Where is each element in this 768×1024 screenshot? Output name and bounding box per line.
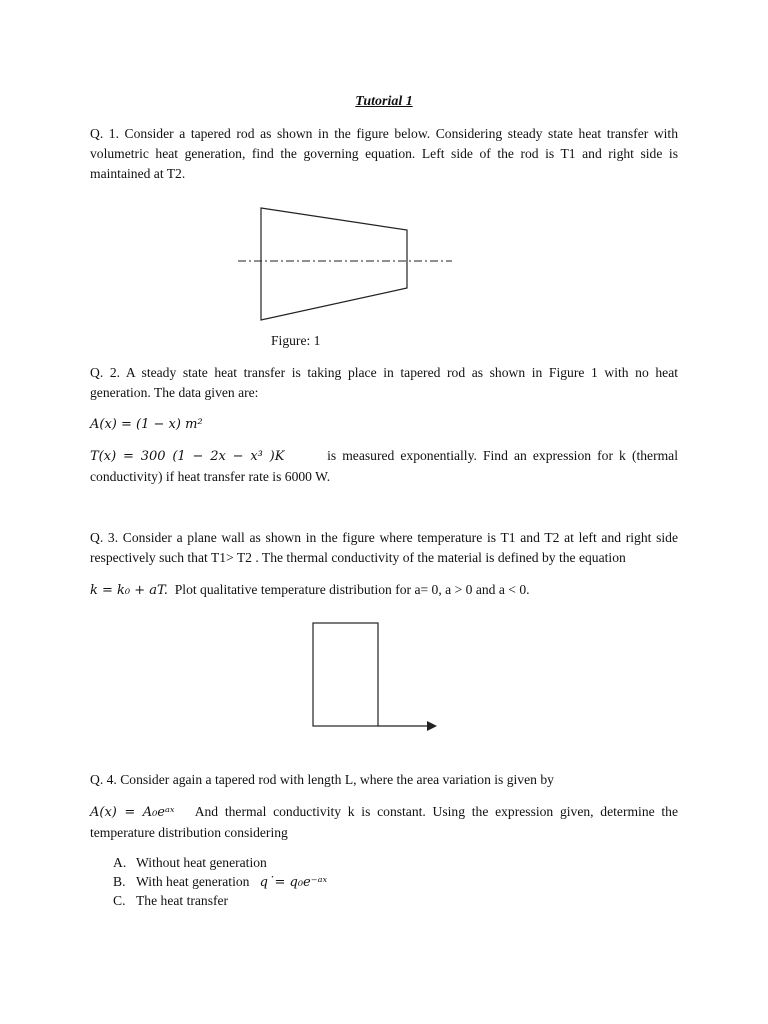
question-3: Q. 3. Consider a plane wall as shown in the figure where temperature is T1 and T2 at left and right side respectively such that T1> T2 . The thermal conductivity of the material is defined by the equation bbox=[90, 530, 678, 565]
q4-eq: A(x) = A₀eᵃˣ bbox=[90, 805, 175, 820]
q4-option-a bbox=[113, 853, 267, 873]
figure-plane-wall bbox=[310, 620, 440, 732]
question-1: Q. 1. Consider a tapered rod as shown in the figure below. Considering steady state heat transfer with volumetric heat generation, find the governing equation. Left side of the rod is T1 and right side is maintained at T2. bbox=[90, 126, 678, 181]
q3-conductivity-equation bbox=[90, 580, 678, 601]
q2-temperature-equation bbox=[90, 446, 678, 487]
q2-temp-text: is measured exponentially. Find an expression for k (thermal conductivity) if heat transfer rate is 6000 W. bbox=[90, 448, 678, 484]
q2-temp-lhs: T(x) = bbox=[90, 449, 141, 464]
q2-temp-rhs: 300 (1 − 2x − x³ )K bbox=[140, 449, 285, 464]
q4-option-b bbox=[113, 872, 327, 893]
q4-area-equation bbox=[90, 802, 678, 843]
tapered-rod-outline bbox=[261, 208, 407, 320]
option-text: With heat generation bbox=[136, 874, 250, 889]
option-text: The heat transfer bbox=[136, 893, 229, 908]
option-letter: B. bbox=[113, 874, 126, 889]
q2-area-equation bbox=[90, 414, 678, 435]
option-text: Without heat generation bbox=[136, 855, 267, 870]
figure-1-tapered-rod bbox=[230, 200, 460, 325]
option-letter: C. bbox=[113, 893, 126, 908]
option-letter: A. bbox=[113, 855, 127, 870]
q3-eq: k = k₀ + aT. bbox=[90, 583, 168, 598]
option-equation: q˙= q₀e⁻ᵃˣ bbox=[259, 875, 328, 890]
q2-area-lhs: A(x) = bbox=[90, 417, 137, 432]
question-2: Q. 2. A steady state heat transfer is taking place in tapered rod as shown in Figure 1 with no heat generation. The data given are: bbox=[90, 365, 678, 400]
question-4: Q. 4. Consider again a tapered rod with length L, where the area variation is given by bbox=[90, 772, 554, 787]
x-axis-arrow-head bbox=[427, 721, 437, 731]
figure-1-caption: Figure: 1 bbox=[271, 333, 321, 348]
plane-wall-rect bbox=[313, 623, 378, 726]
q3-eq-text: Plot qualitative temperature distribution for a= 0, a > 0 and a < 0. bbox=[174, 582, 530, 597]
q2-area-rhs: (1 − x) m² bbox=[136, 417, 203, 432]
page-title: Tutorial 1 bbox=[355, 94, 413, 109]
q4-eq-text: And thermal conductivity k is constant. Using the expression given, determine the temperature distribution considering bbox=[90, 804, 678, 840]
q4-option-c bbox=[113, 891, 228, 911]
